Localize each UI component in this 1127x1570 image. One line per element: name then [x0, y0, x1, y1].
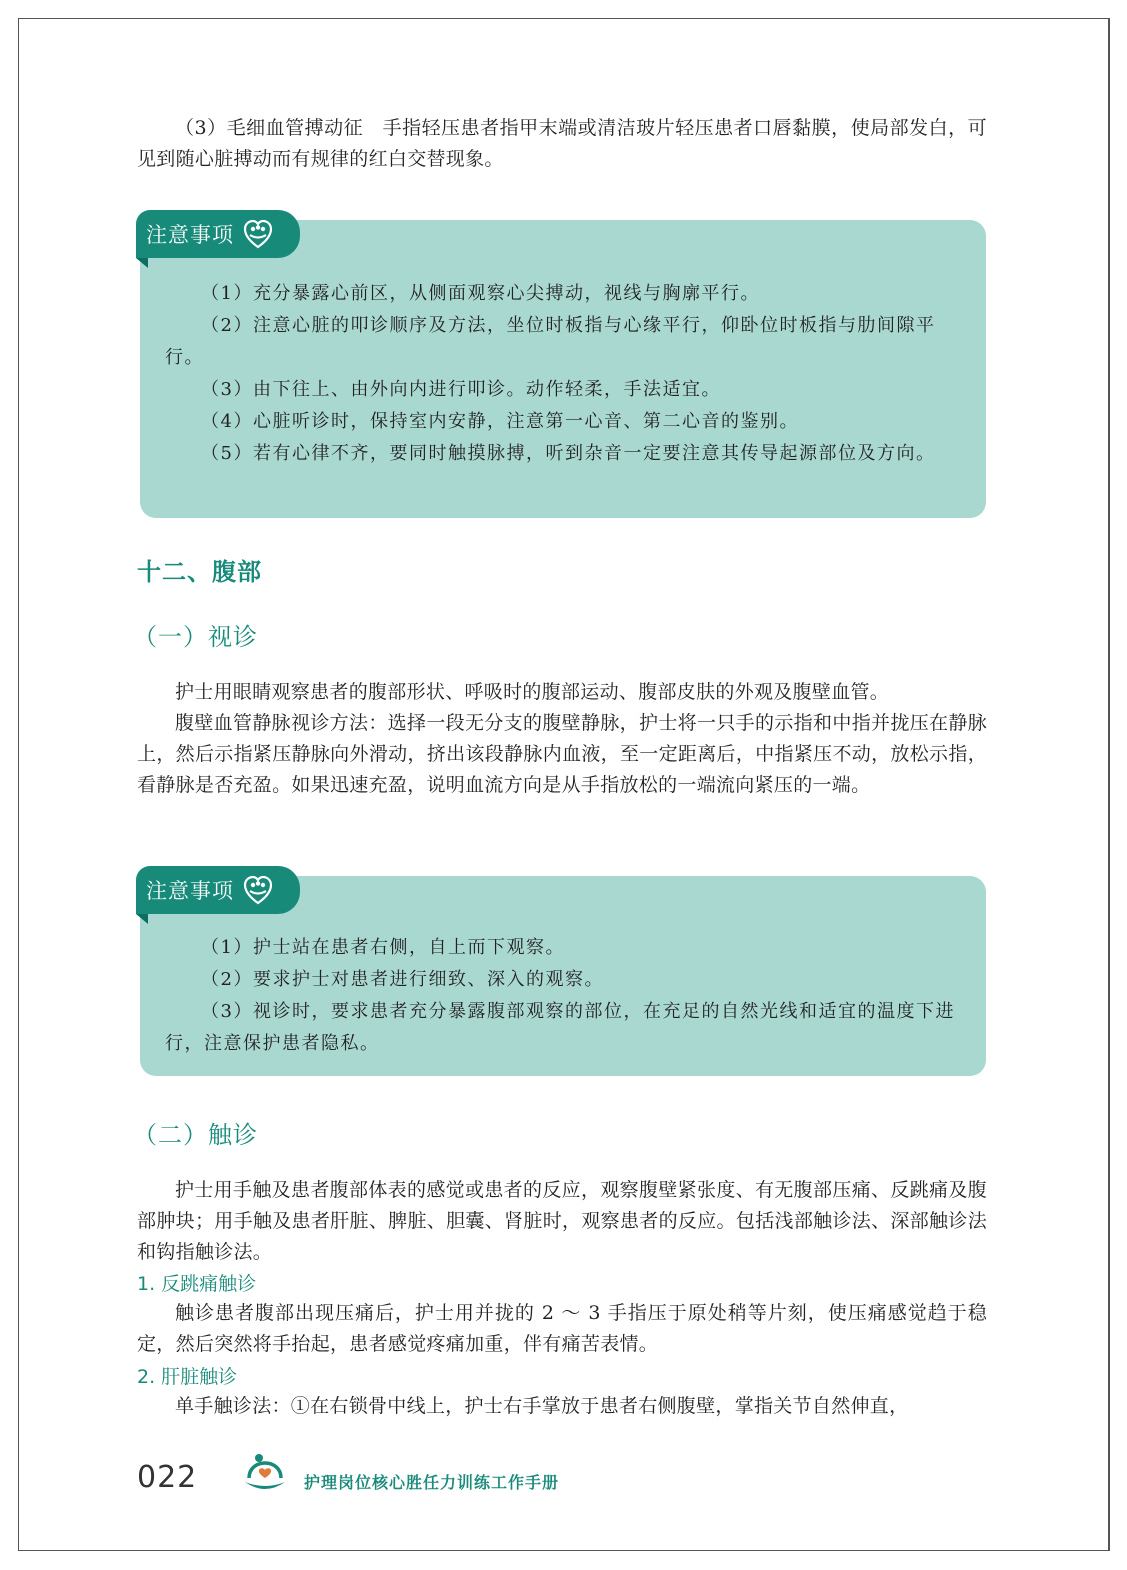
notice-tab [136, 866, 300, 914]
book-title: 护理岗位核心胜任力训练工作手册 [304, 1473, 560, 1492]
page-edge-line [1109, 18, 1110, 1551]
paragraph: 腹壁血管静脉视诊方法：选择一段无分支的腹壁静脉，护士将一只手的示指和中指并拢压在静脉上，然后示指紧压静脉向外滑动，挤出该段静脉内血液，至一定距离后，中指紧压不动，放松示指，看静脉是否充盈。如果迅速充盈，说明血流方向是从手指放松的一端流向紧压的一端。 [137, 712, 987, 796]
page-number: 022 [137, 1460, 198, 1495]
subsection-1-text [137, 677, 987, 801]
paragraph: 单手触诊法：①在右锁骨中线上，护士右手掌放于患者右侧腹壁，掌指关节自然伸直， [175, 1395, 909, 1417]
paragraph: 护士用眼睛观察患者的腹部形状、呼吸时的腹部运动、腹部皮肤的外观及腹壁血管。 [175, 681, 890, 703]
notice-tab [136, 210, 300, 258]
section-heading: 十二、腹部 [137, 558, 262, 586]
notice-item: （3）由下往上、由外向内进行叩诊。动作轻柔，手法适宜。 [201, 379, 721, 400]
notice-item: （1）充分暴露心前区，从侧面观察心尖搏动，视线与胸廓平行。 [201, 283, 760, 304]
caring-hands-heart-icon [242, 218, 274, 250]
notice-body [165, 278, 965, 470]
notice-item: （3）视诊时，要求患者充分暴露腹部观察的部位，在充足的自然光线和适宜的温度下进行，注意保护患者隐私。 [165, 1001, 955, 1054]
intro-text [137, 113, 987, 175]
caring-hands-heart-icon [242, 874, 274, 906]
notice-item: （2）注意心脏的叩诊顺序及方法，坐位时板指与心缘平行，仰卧位时板指与肋间隙平行。 [165, 315, 936, 368]
notice-item: （2）要求护士对患者进行细致、深入的观察。 [201, 969, 604, 990]
subsection-heading-2: （二）触诊 [133, 1121, 258, 1149]
notice-box-2 [140, 876, 986, 1076]
nursing-logo-icon [243, 1452, 287, 1496]
item-1-text [137, 1298, 987, 1360]
notice-title: 注意事项 [146, 879, 234, 903]
paragraph: （3）毛细血管搏动征 手指轻压患者指甲末端或清洁玻片轻压患者口唇黏膜，使局部发白，可见到随心脏搏动而有规律的红白交替现象。 [137, 117, 987, 170]
subsection-heading-1: （一）视诊 [133, 623, 258, 651]
notice-item: （5）若有心律不齐，要同时触摸脉搏，听到杂音一定要注意其传导起源部位及方向。 [201, 443, 936, 464]
paragraph: 触诊患者腹部出现压痛后，护士用并拢的 2 ～ 3 手指压于原处稍等片刻，使压痛感觉趋于稳定，然后突然将手抬起，患者感觉疼痛加重，伴有痛苦表情。 [137, 1302, 987, 1355]
item-2-text [137, 1391, 987, 1422]
notice-box-1 [140, 220, 986, 518]
notice-item: （4）心脏听诊时，保持室内安静，注意第一心音、第二心音的鉴别。 [201, 411, 799, 432]
item-heading-2: 2. 肝脏触诊 [137, 1366, 238, 1388]
item-heading-1: 1. 反跳痛触诊 [137, 1273, 257, 1295]
subsection-2-text [137, 1175, 987, 1268]
notice-body [165, 932, 965, 1060]
paragraph: 护士用手触及患者腹部体表的感觉或患者的反应，观察腹壁紧张度、有无腹部压痛、反跳痛及腹部肿块；用手触及患者肝脏、脾脏、胆囊、肾脏时，观察患者的反应。包括浅部触诊法、深部触诊法和钩指触诊法。 [137, 1179, 987, 1263]
notice-title: 注意事项 [146, 223, 234, 247]
notice-item: （1）护士站在患者右侧，自上而下观察。 [201, 937, 565, 958]
